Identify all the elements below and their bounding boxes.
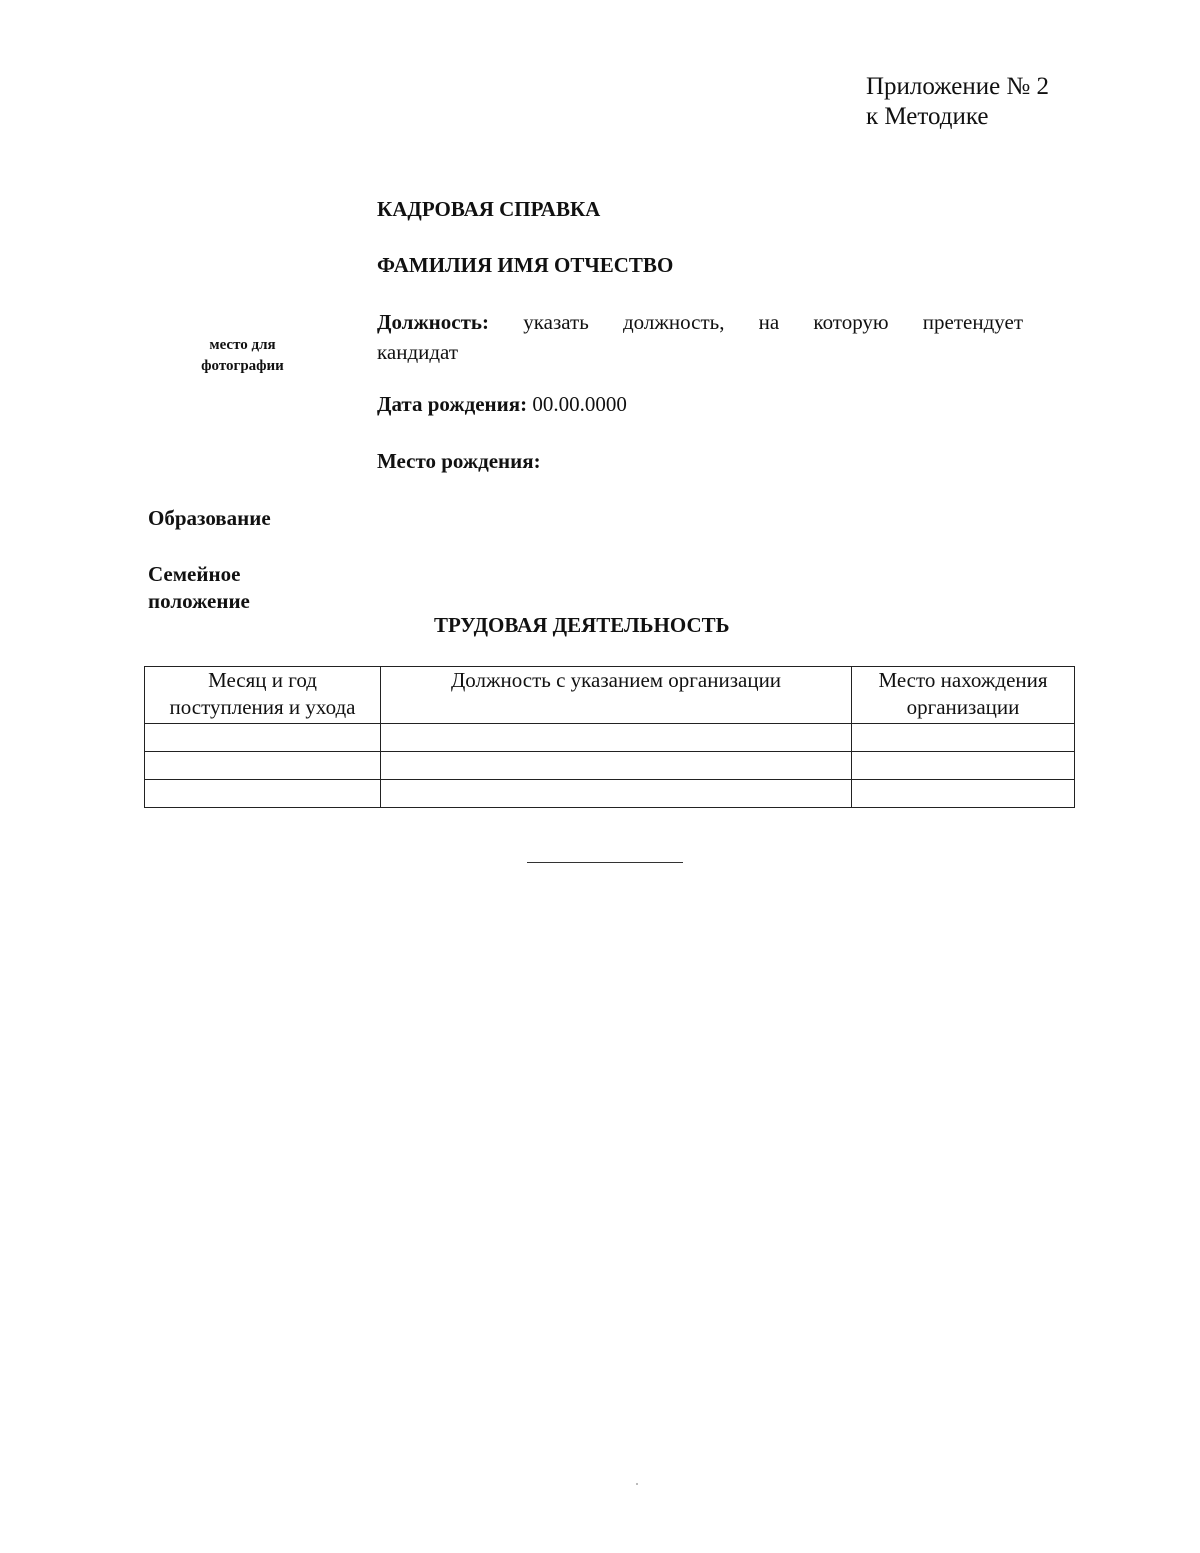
document-title: КАДРОВАЯ СПРАВКА xyxy=(377,197,601,221)
position-label: Должность: xyxy=(377,310,490,334)
education-label: Образование xyxy=(148,506,271,530)
scan-speck xyxy=(636,1483,638,1485)
table-cell xyxy=(381,724,852,752)
table-row xyxy=(145,724,1075,752)
birth-date-value: 00.00.0000 xyxy=(532,392,627,416)
column-header-position: Должность с указанием организации xyxy=(381,667,852,724)
table-cell xyxy=(145,780,381,808)
column-header-dates: Месяц и год поступления и ухода xyxy=(145,667,381,724)
table-cell xyxy=(381,780,852,808)
table-cell xyxy=(852,724,1075,752)
marital-status-line2: положение xyxy=(148,589,250,613)
work-history-title: ТРУДОВАЯ ДЕЯТЕЛЬНОСТЬ xyxy=(434,613,730,637)
work-history-header-row xyxy=(145,667,1075,724)
table-cell xyxy=(145,724,381,752)
birth-date-field xyxy=(377,392,627,417)
birth-place-field xyxy=(377,449,541,474)
table-cell xyxy=(852,752,1075,780)
photo-placeholder-line1: место для xyxy=(209,337,276,353)
table-cell xyxy=(852,780,1075,808)
full-name-heading: ФАМИЛИЯ ИМЯ ОТЧЕСТВО xyxy=(377,253,674,277)
birth-place-label: Место рождения: xyxy=(377,449,541,473)
appendix-reference: к Методике xyxy=(866,103,989,130)
position-value-continued: кандидат xyxy=(377,340,459,364)
photo-placeholder-line2: фотографии xyxy=(201,358,284,374)
photo-placeholder xyxy=(180,335,305,377)
table-cell xyxy=(381,752,852,780)
position-field xyxy=(377,307,1023,337)
table-row xyxy=(145,780,1075,808)
birth-date-label: Дата рождения: xyxy=(377,392,528,416)
closing-divider xyxy=(527,862,683,863)
position-value: указать должность, на которую претендует xyxy=(523,310,1024,334)
work-history-table xyxy=(144,666,1075,808)
table-row xyxy=(145,752,1075,780)
column-header-location: Место нахождения организации xyxy=(852,667,1075,724)
appendix-number: Приложение № 2 xyxy=(866,73,1050,100)
table-cell xyxy=(145,752,381,780)
marital-status-label xyxy=(148,561,250,615)
appendix-note xyxy=(866,72,1049,132)
marital-status-line1: Семейное xyxy=(148,562,241,586)
